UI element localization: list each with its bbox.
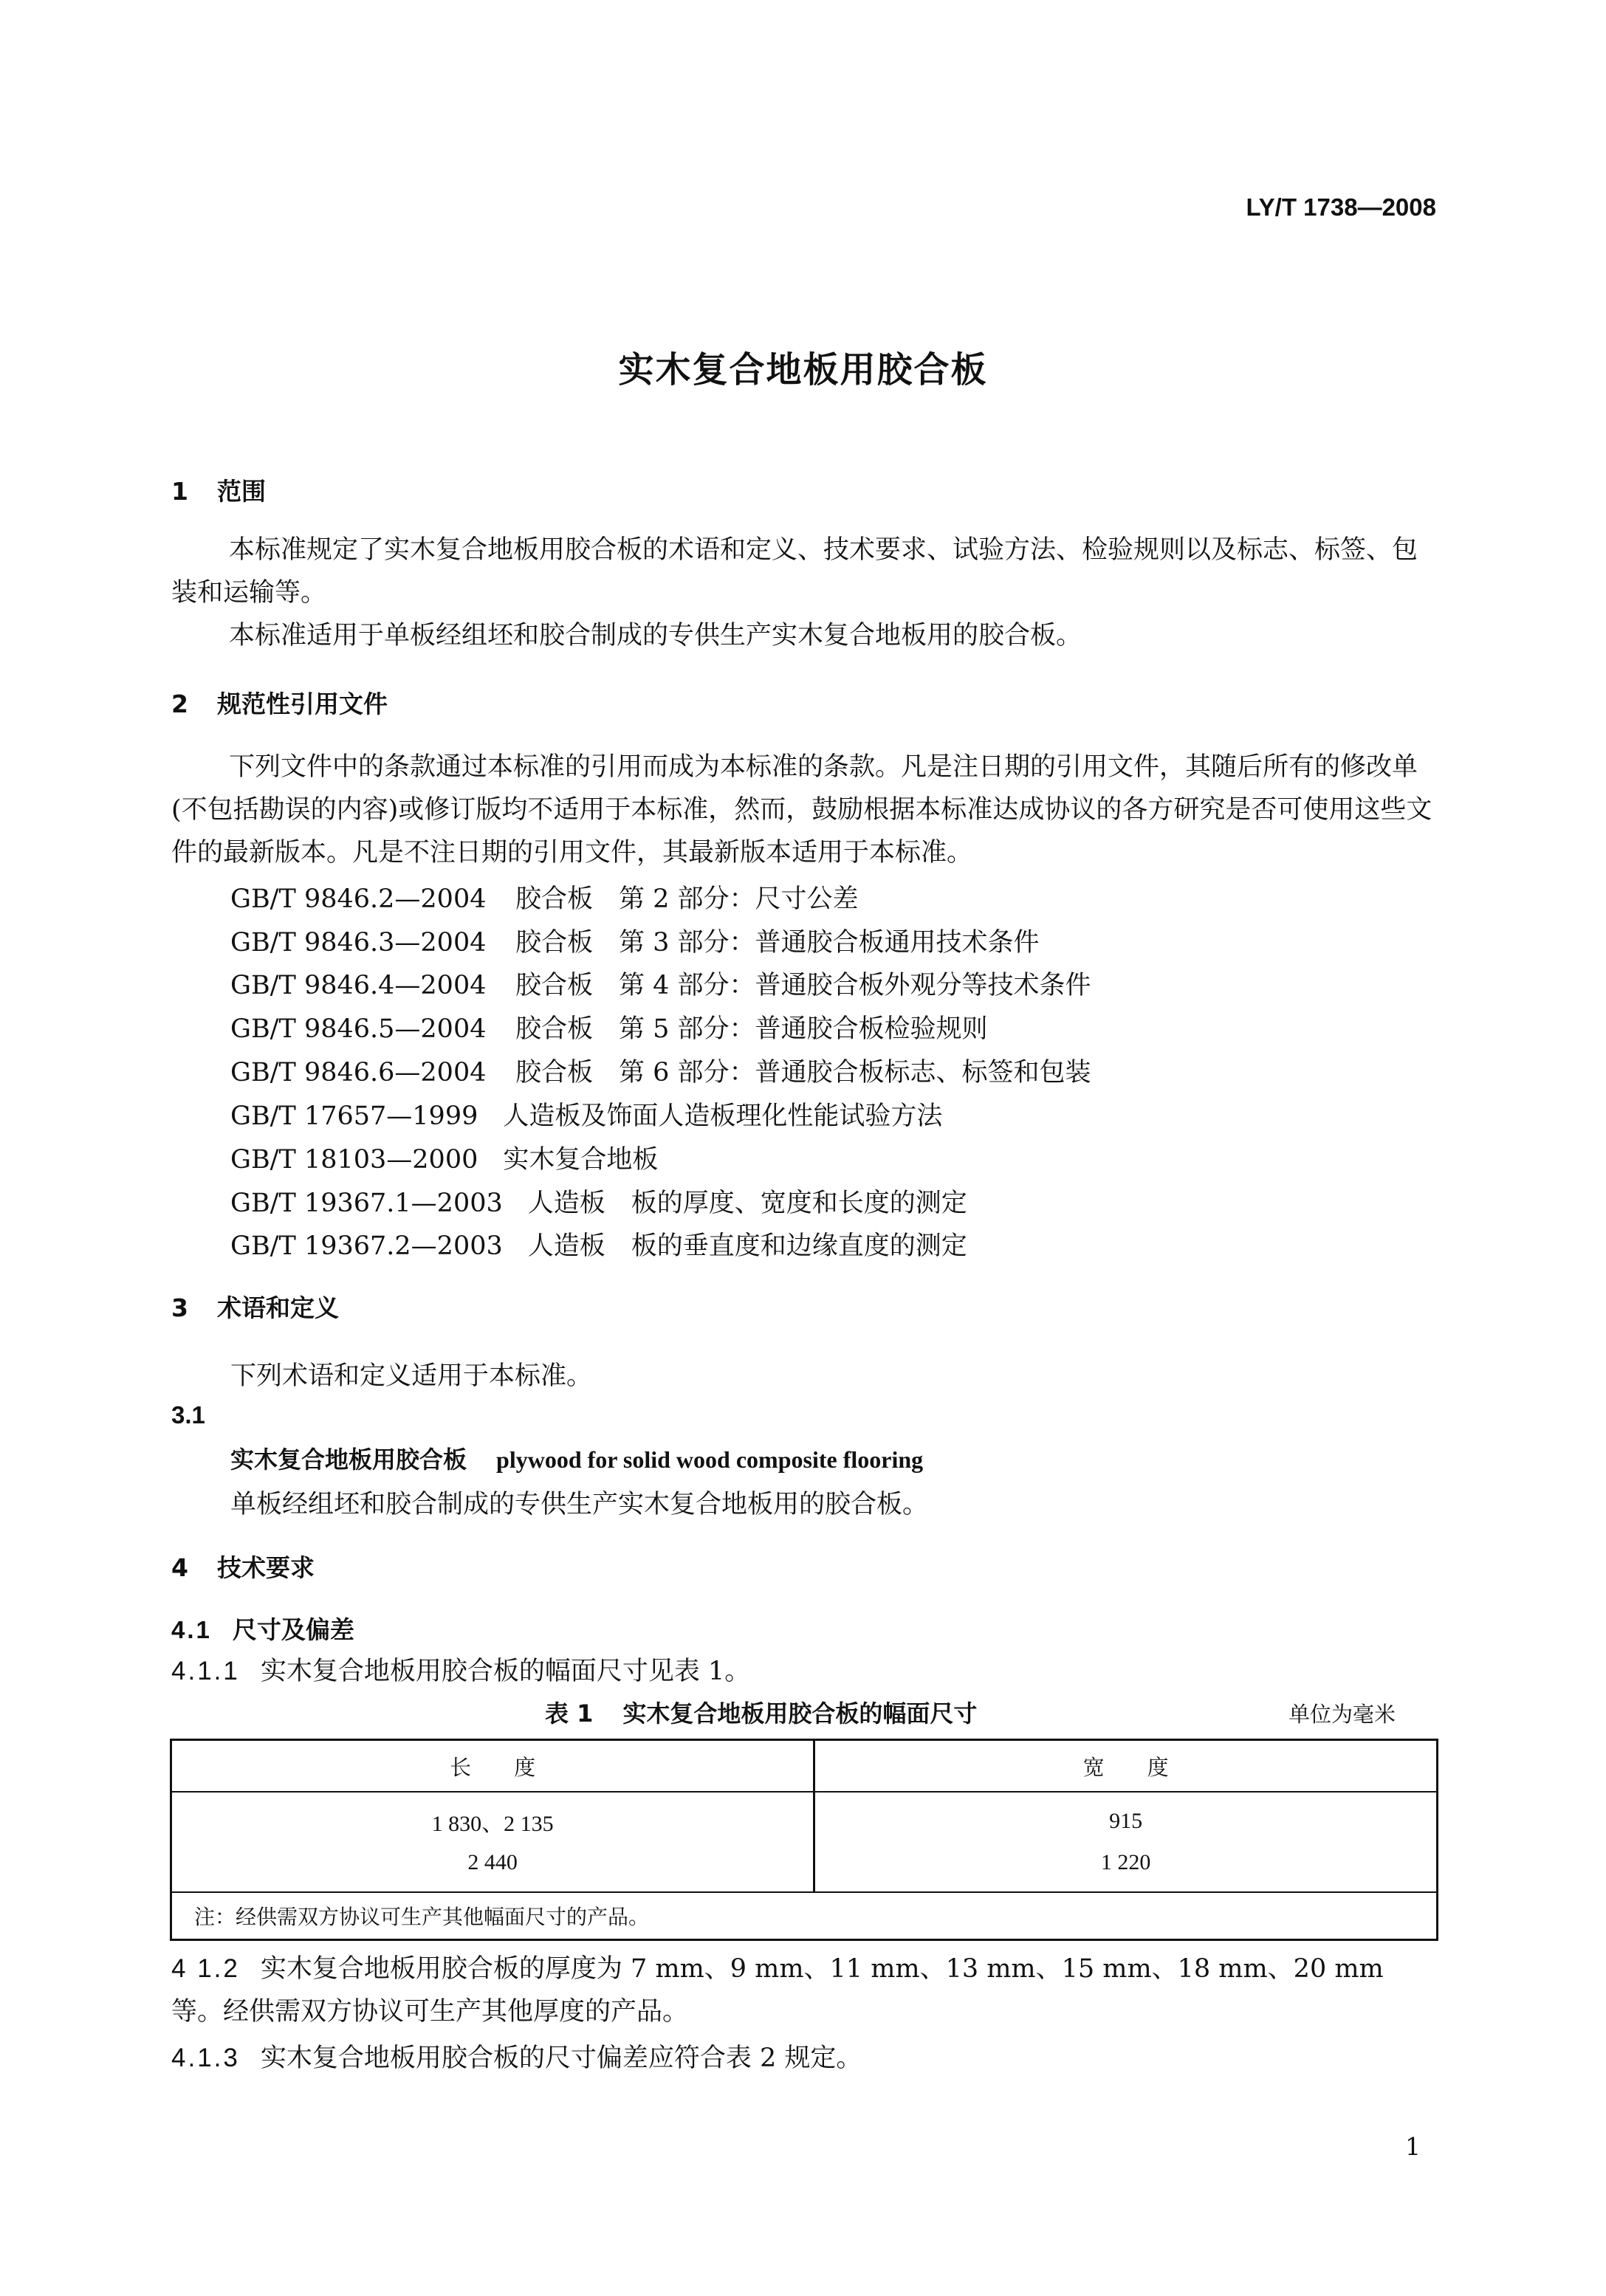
reference-code: GB/T 9846.2—2004 (230, 884, 487, 914)
reference-item (230, 1008, 988, 1045)
section-2-intro: 下列文件中的条款通过本标准的引用而成为本标准的条款。凡是注日期的引用文件，其随后所有的修改单(不包括勘误的内容)或修订版均不适用于本标准，然而，鼓励根据本标准达成协议的各方研究是否可使用这些文件的最新版本。凡是不注日期的引用文件，其最新版本适用于本标准。 (171, 752, 1432, 867)
term-chinese: 实木复合地板用胶合板 (230, 1446, 467, 1474)
table-cell: 915 (814, 1792, 1438, 1842)
section-3-heading (171, 1289, 339, 1324)
reference-code: GB/T 18103—2000 (230, 1145, 478, 1175)
table-header-row (171, 1740, 1438, 1793)
section-title: 技术要求 (217, 1553, 315, 1582)
reference-code: GB/T 19367.2—2003 (230, 1231, 503, 1261)
reference-item (230, 965, 1091, 1002)
reference-item (230, 1226, 967, 1262)
table-header-length: 长 度 (171, 1740, 814, 1793)
table-1 (170, 1739, 1438, 1941)
clause-number: 4.1.1 (171, 1657, 240, 1685)
reference-title: 胶合板 第 2 部分：尺寸公差 (515, 884, 859, 914)
section-1-heading (171, 472, 266, 507)
subsection-number: 4.1 (171, 1616, 212, 1643)
clause-text: 实木复合地板用胶合板的幅面尺寸见表 1。 (260, 1657, 751, 1686)
reference-item (230, 1139, 658, 1176)
term-number: 3.1 (171, 1401, 205, 1429)
subsection-title: 尺寸及偏差 (232, 1615, 354, 1644)
table-cell: 1 830、2 135 (171, 1792, 814, 1842)
reference-title: 胶合板 第 4 部分：普通胶合板外观分等技术条件 (515, 971, 1091, 1000)
table-cell: 1 220 (814, 1842, 1438, 1892)
clause-4-1-1 (171, 1651, 750, 1688)
subsection-4-1 (171, 1611, 354, 1646)
section-number: 1 (171, 477, 188, 506)
section-4-heading (171, 1549, 315, 1584)
table-unit: 单位为毫米 (1288, 1702, 1396, 1727)
table-row (171, 1842, 1438, 1892)
reference-code: GB/T 9846.5—2004 (230, 1014, 487, 1044)
page-number: 1 (1405, 2132, 1421, 2161)
section-title: 规范性引用文件 (217, 690, 388, 718)
reference-item (230, 1052, 1091, 1089)
reference-item (230, 1183, 967, 1220)
reference-title: 实木复合地板 (503, 1145, 659, 1175)
page-title: 实木复合地板用胶合板 (618, 349, 988, 391)
table-row (171, 1792, 1438, 1842)
section-number: 2 (171, 690, 188, 718)
reference-code: GB/T 17657—1999 (230, 1101, 478, 1131)
section-title: 范围 (217, 477, 266, 506)
term-entry (230, 1441, 923, 1475)
section-2-heading (171, 685, 388, 720)
section-1-paragraph-1: 本标准规定了实木复合地板用胶合板的术语和定义、技术要求、试验方法、检验规则以及标志、标签、包装和运输等。 (171, 535, 1418, 608)
reference-code: GB/T 9846.6—2004 (230, 1058, 487, 1087)
section-1-paragraph-2: 本标准适用于单板经组坯和胶合制成的专供生产实木复合地板用的胶合板。 (229, 621, 1082, 650)
table-header-width: 宽 度 (814, 1740, 1438, 1793)
reference-title: 人造板 板的厚度、宽度和长度的测定 (527, 1189, 967, 1218)
reference-title: 胶合板 第 5 部分：普通胶合板检验规则 (515, 1014, 988, 1044)
clause-number: 4.1.3 (171, 2044, 240, 2072)
reference-title: 人造板 板的垂直度和边缘直度的测定 (527, 1231, 967, 1261)
clause-4-1-3 (171, 2038, 862, 2075)
table-cell: 2 440 (171, 1842, 814, 1892)
clause-text: 实木复合地板用胶合板的厚度为 7 mm、9 mm、11 mm、13 mm、15 mm、18 mm、20 mm 等。经供需双方协议可生产其他厚度的产品。 (171, 1954, 1384, 2027)
term-english: plywood for solid wood composite flooring (496, 1446, 924, 1473)
clause-number: 4 1.2 (171, 1954, 240, 1983)
reference-code: GB/T 9846.3—2004 (230, 928, 487, 958)
reference-item (230, 1096, 942, 1132)
section-title: 术语和定义 (217, 1293, 339, 1322)
reference-title: 胶合板 第 3 部分：普通胶合板通用技术条件 (515, 928, 1040, 958)
term-definition: 单板经组坯和胶合制成的专供生产实木复合地板用的胶合板。 (230, 1490, 929, 1519)
section-number: 3 (171, 1293, 188, 1322)
section-number: 4 (171, 1553, 188, 1582)
table-1-caption (545, 1695, 977, 1729)
clause-text: 实木复合地板用胶合板的尺寸偏差应符合表 2 规定。 (260, 2044, 862, 2073)
table-caption-number: 表 1 (545, 1699, 594, 1728)
reference-item (230, 922, 1040, 959)
reference-code: GB/T 9846.4—2004 (230, 971, 487, 1000)
table-note-row (171, 1892, 1438, 1940)
reference-code: GB/T 19367.1—2003 (230, 1189, 503, 1218)
document-number: LY/T 1738—2008 (1246, 193, 1436, 221)
reference-title: 胶合板 第 6 部分：普通胶合板标志、标签和包装 (515, 1058, 1091, 1087)
clause-4-1-2 (171, 1948, 1438, 2033)
table-note: 注：经供需双方协议可生产其他幅面尺寸的产品。 (171, 1892, 1438, 1940)
table-caption-title: 实木复合地板用胶合板的幅面尺寸 (622, 1699, 978, 1728)
section-3-intro: 下列术语和定义适用于本标准。 (230, 1361, 593, 1391)
reference-title: 人造板及饰面人造板理化性能试验方法 (503, 1101, 943, 1131)
reference-item (230, 879, 859, 915)
